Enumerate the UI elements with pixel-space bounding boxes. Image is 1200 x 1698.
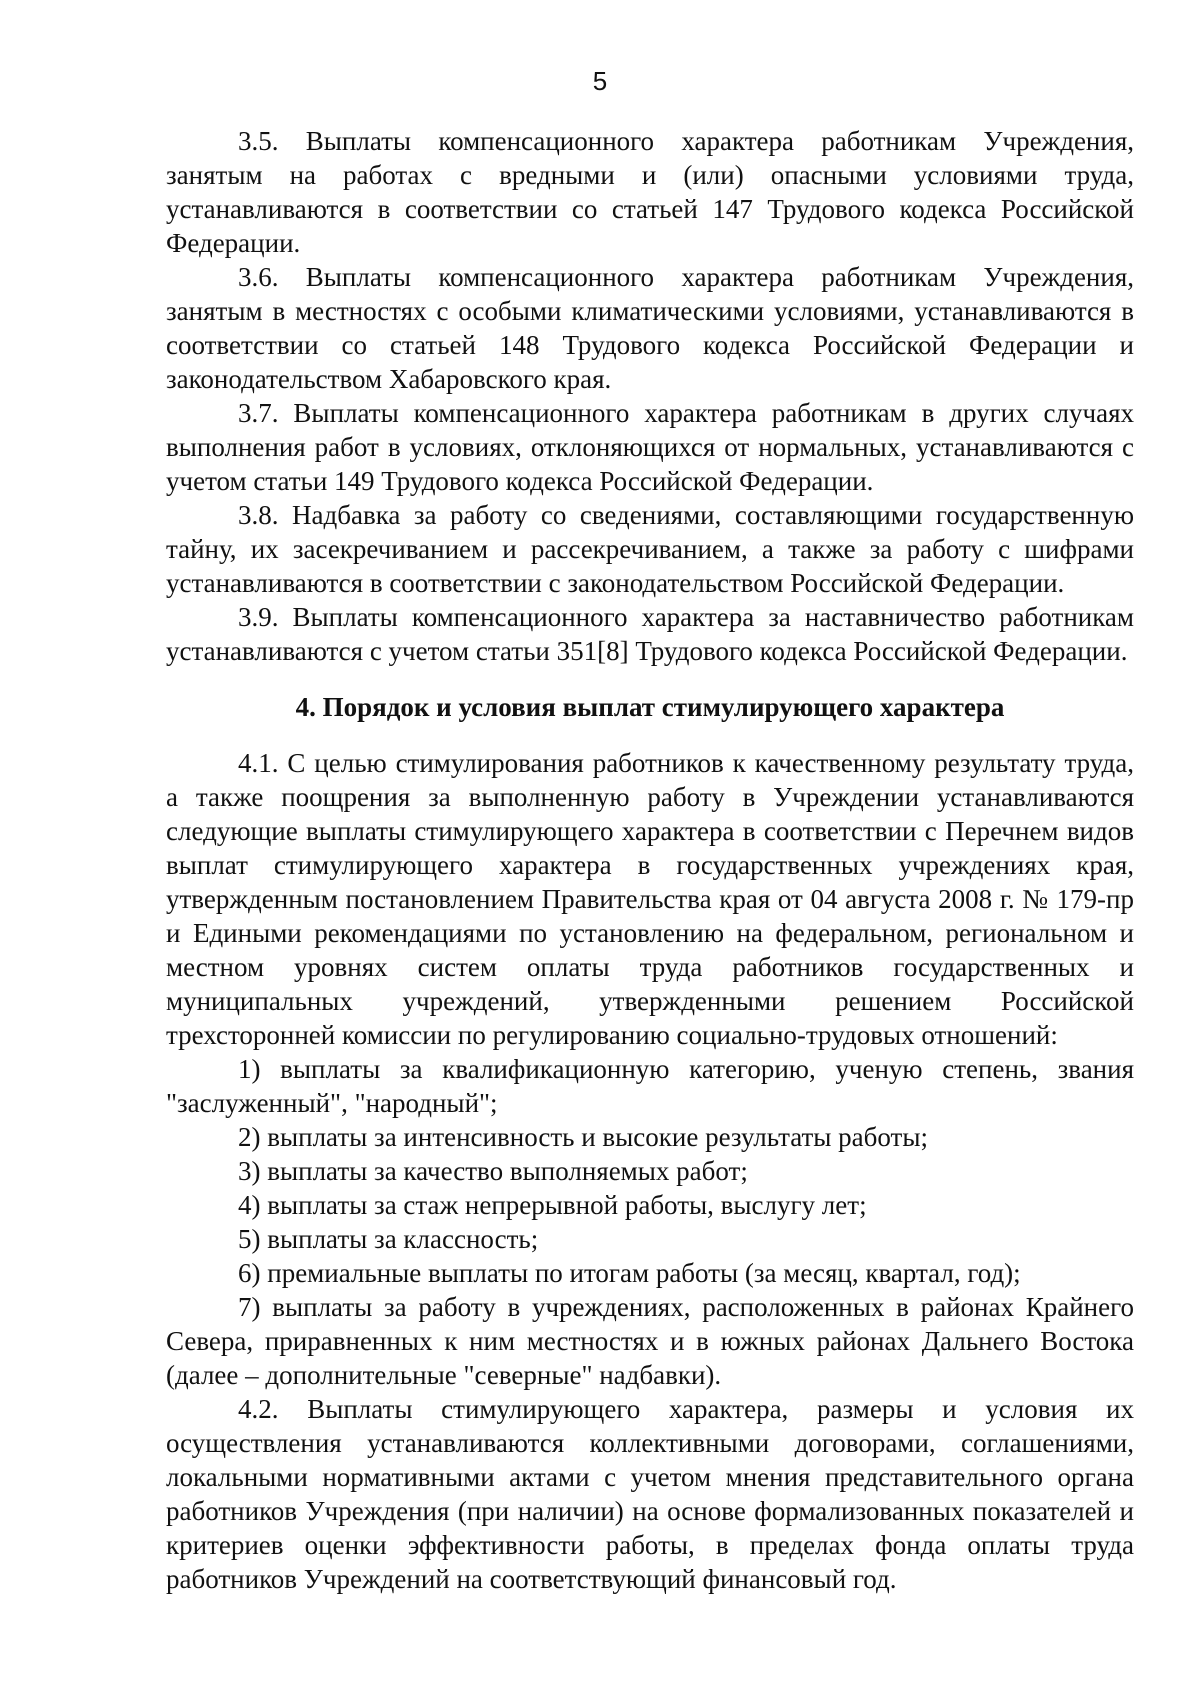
document-body — [166, 124, 1134, 1596]
list-item-4: 4) выплаты за стаж непрерывной работы, выслугу лет; — [238, 1190, 867, 1220]
paragraph-3-6: 3.6. Выплаты компенсационного характера работникам Учреждения, занятым в местностях с особыми климатическими условиями, устанавливаются в соответствии со статьей 148 Трудового кодекса Российской Федерации и законодательством Хабаровского края. — [166, 262, 1134, 394]
section-4-heading: 4. Порядок и условия выплат стимулирующего характера — [295, 692, 1005, 722]
list-item-6: 6) премиальные выплаты по итогам работы (за месяц, квартал, год); — [238, 1258, 1021, 1288]
list-item-2: 2) выплаты за интенсивность и высокие результаты работы; — [238, 1122, 928, 1152]
list-item-7: 7) выплаты за работу в учреждениях, расположенных в районах Крайнего Севера, приравненных к ним местностях и в южных районах Дальнего Востока (далее – дополнительные "северные" надбавки). — [166, 1292, 1134, 1390]
list-item-3: 3) выплаты за качество выполняемых работ; — [238, 1156, 748, 1186]
paragraph-4-2: 4.2. Выплаты стимулирующего характера, размеры и условия их осуществления устанавливаются коллективными договорами, соглашениями, локальными нормативными актами с учетом мнения представительного органа работников Учреждения (при наличии) на основе формализованных показателей и критериев оценки эффективности работы, в пределах фонда оплаты труда работников Учреждений на соответствующий финансовый год. — [166, 1394, 1134, 1594]
paragraph-3-7: 3.7. Выплаты компенсационного характера работникам в других случаях выполнения работ в условиях, отклоняющихся от нормальных, устанавливаются с учетом статьи 149 Трудового кодекса Российской Федерации. — [166, 398, 1134, 496]
paragraph-3-9: 3.9. Выплаты компенсационного характера за наставничество работникам устанавливаются с учетом статьи 351[8] Трудового кодекса Российской Федерации. — [166, 602, 1134, 666]
paragraph-3-8: 3.8. Надбавка за работу со сведениями, составляющими государственную тайну, их засекречиванием и рассекречиванием, а также за работу с шифрами устанавливаются в соответствии с законодательством Российской Федерации. — [166, 500, 1134, 598]
paragraph-4-1: 4.1. С целью стимулирования работников к качественному результату труда, а также поощрения за выполненную работу в Учреждении устанавливаются следующие выплаты стимулирующего характера в соответствии с Перечнем видов выплат стимулирующего характера в государственных учреждениях края, утвержденным постановлением Правительства края от 04 августа 2008 г. № 179-пр и Едиными рекомендациями по установлению на федеральном, региональном и местном уровнях систем оплаты труда работников государственных и муниципальных учреждений, утвержденными решением Российской трехсторонней комиссии по регулированию социально-трудовых отношений: — [166, 748, 1134, 1050]
list-item-1: 1) выплаты за квалификационную категорию, ученую степень, звания "заслуженный", "народный"; — [166, 1054, 1134, 1118]
page-number: 5 — [592, 66, 608, 96]
list-item-5: 5) выплаты за классность; — [238, 1224, 539, 1254]
paragraph-3-5: 3.5. Выплаты компенсационного характера работникам Учреждения, занятым на работах с вредными и (или) опасными условиями труда, устанавливаются в соответствии со статьей 147 Трудового кодекса Российской Федерации. — [166, 126, 1134, 258]
